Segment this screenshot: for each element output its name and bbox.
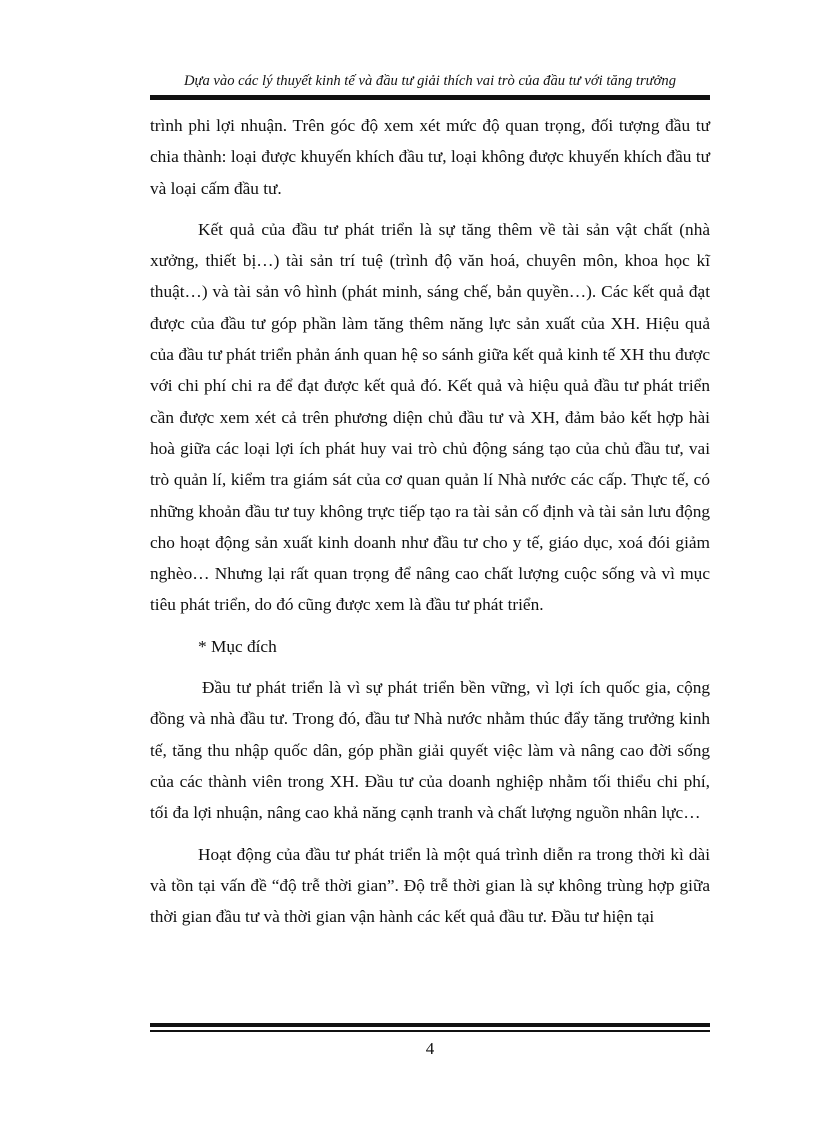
- header-rule: [150, 95, 710, 100]
- section-heading-purpose: * Mục đích: [198, 636, 277, 656]
- page-number: 4: [425, 1039, 435, 1058]
- footer-rule-thick: [150, 1023, 710, 1027]
- footer-rule-thin: [150, 1030, 710, 1032]
- paragraph-results: Kết quả của đầu tư phát triển là sự tăng thêm về tài sản vật chất (nhà xưởng, thiết bị…) tài sản trí tuệ (trình độ văn hoá, chuyên môn, khoa học kĩ thuật…) và tài sản vô hình (phát minh, sáng chế, bản quyền…). Các kết quả đạt được của đầu tư góp phần làm tăng thêm năng lực sản xuất của XH. Hiệu quả của đầu tư phát triển phản ánh quan hệ so sánh giữa kết quả kinh tế XH thu được với chi phí chi ra để đạt được kết quả đó. Kết quả và hiệu quả đầu tư phát triển cần được xem xét cả trên phương diện chủ đầu tư và XH, đảm bảo kết hợp hài hoà giữa các loại lợi ích phát huy vai trò chủ động sáng tạo của chủ đầu tư, vai trò quản lí, kiểm tra giám sát của cơ quan quản lí Nhà nước các cấp. Thực tế, có những khoản đầu tư tuy không trực tiếp tạo ra tài sản cố định và tài sản lưu động cho hoạt động sản xuất kinh doanh như đầu tư cho y tế, giáo dục, xoá đói giảm nghèo… Nhưng lại rất quan trọng để nâng cao chất lượng cuộc sống và vì mục tiêu phát triển, do đó cũng được xem là đầu tư phát triển.: [150, 219, 710, 615]
- paragraph-purpose: Đầu tư phát triển là vì sự phát triển bền vững, vì lợi ích quốc gia, cộng đồng và nhà đầu tư. Trong đó, đầu tư Nhà nước nhằm thúc đẩy tăng trưởng kinh tế, tăng thu nhập quốc dân, góp phần giải quyết việc làm và nâng cao đời sống của các thành viên trong XH. Đầu tư của doanh nghiệp nhằm tối thiểu chi phí, tối đa lợi nhuận, nâng cao khả năng cạnh tranh và chất lượng nguồn nhân lực…: [150, 678, 710, 823]
- paragraph-continuation: trình phi lợi nhuận. Trên góc độ xem xét mức độ quan trọng, đối tượng đầu tư chia thành: loại được khuyến khích đầu tư, loại không được khuyến khích đầu tư và loại cấm đầu tư.: [150, 116, 710, 198]
- document-body: [150, 110, 710, 942]
- paragraph-time-lag: Hoạt động của đầu tư phát triển là một quá trình diễn ra trong thời kì dài và tồn tại vấn đề “độ trễ thời gian”. Độ trễ thời gian là sự không trùng hợp giữa thời gian đầu tư và thời gian vận hành các kết quả đầu tư. Đầu tư hiện tại: [150, 844, 710, 927]
- running-header: Dựa vào các lý thuyết kinh tế và đầu tư giải thích vai trò của đầu tư với tăng trưởng: [183, 73, 677, 89]
